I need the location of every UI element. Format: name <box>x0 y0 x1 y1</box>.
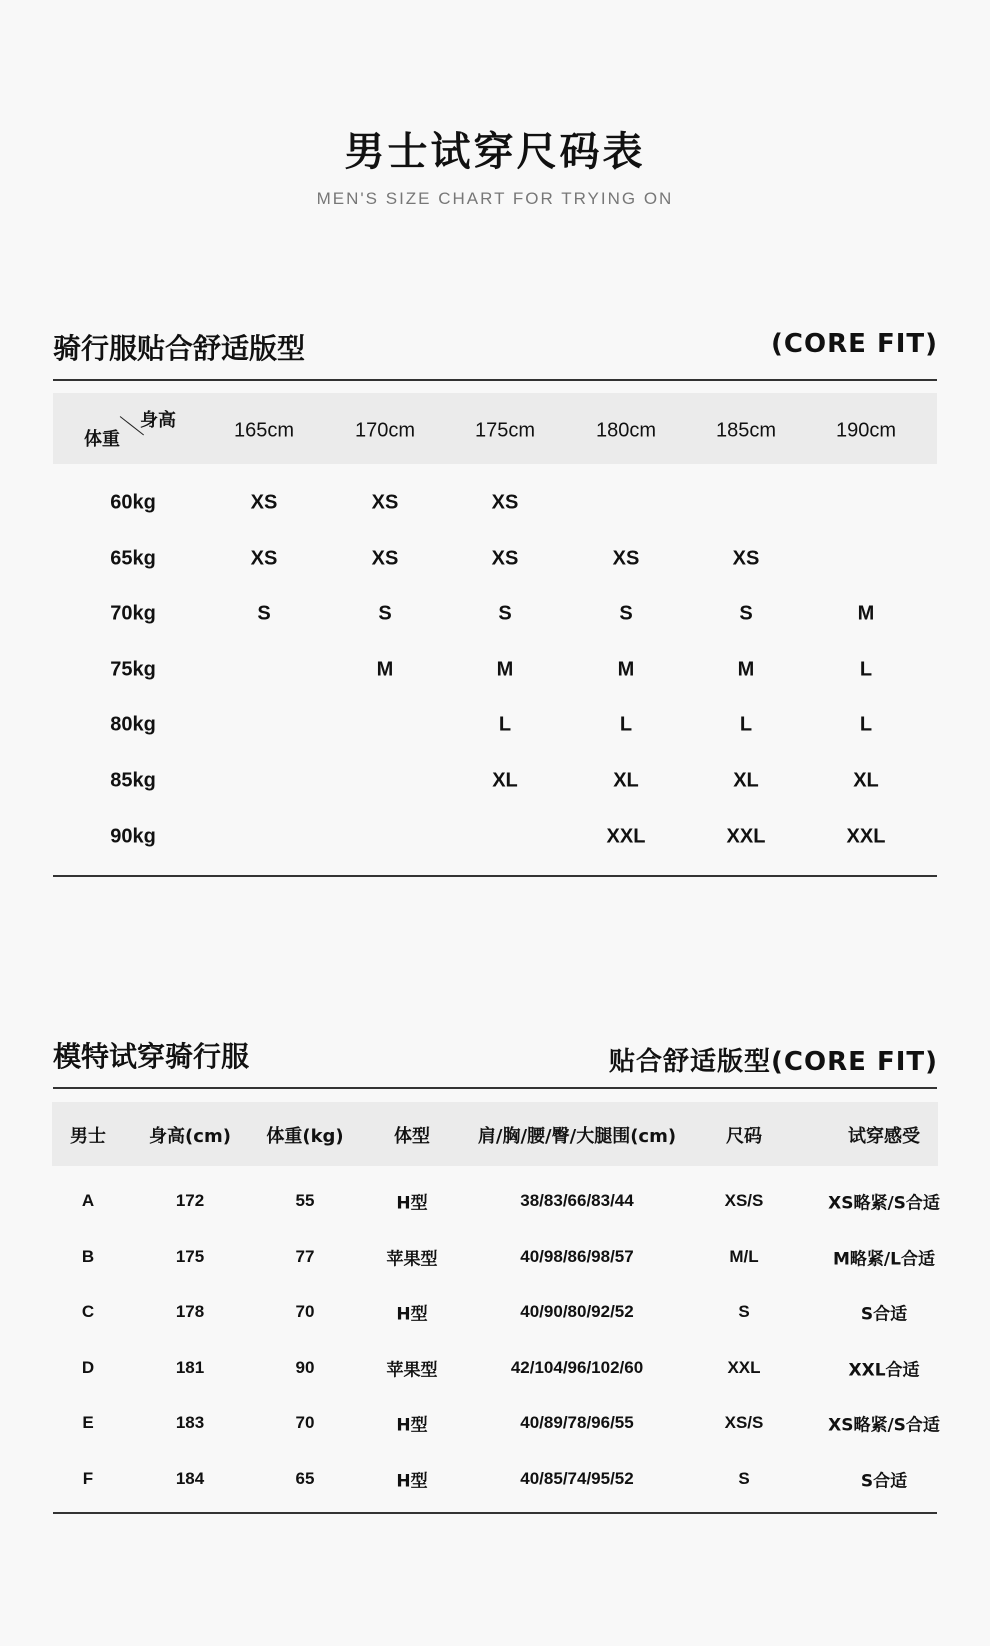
model-cell: XS略紧/S合适 <box>828 1193 940 1214</box>
model-cell: 38/83/66/83/44 <box>520 1191 634 1210</box>
size-cell: M <box>617 658 635 681</box>
column-header: 身高(cm) <box>149 1126 231 1147</box>
weight-label: 85kg <box>110 769 156 792</box>
model-cell: S合适 <box>860 1304 908 1325</box>
height-header: 180cm <box>595 419 657 442</box>
weight-label: 70kg <box>110 602 156 625</box>
corner-weight-label: 体重 <box>84 429 120 450</box>
size-cell: S <box>619 602 633 625</box>
size-cell: XS <box>371 547 399 570</box>
weight-label: 75kg <box>110 658 156 681</box>
weight-label: 65kg <box>110 547 156 570</box>
column-header: 肩/胸/腰/臀/大腿围(cm) <box>477 1126 677 1147</box>
model-cell: 40/85/74/95/52 <box>520 1469 634 1488</box>
section2-top-rule <box>53 1087 937 1089</box>
model-cell: 42/104/96/102/60 <box>510 1357 644 1377</box>
model-cell: XS略紧/S合适 <box>828 1415 940 1436</box>
model-cell: A <box>81 1191 95 1210</box>
size-cell: L <box>739 713 753 736</box>
model-cell: 175 <box>175 1246 205 1266</box>
page-title: 男士试穿尺码表 <box>344 129 646 175</box>
model-cell: 184 <box>175 1469 205 1488</box>
model-cell: E <box>82 1413 94 1433</box>
height-header: 165cm <box>233 419 295 442</box>
model-cell: D <box>81 1357 95 1377</box>
column-header: 体重(kg) <box>266 1126 344 1147</box>
size-cell: XXL <box>846 825 886 848</box>
model-cell: 172 <box>175 1191 205 1210</box>
column-header: 尺码 <box>726 1126 762 1147</box>
size-cell: S <box>498 602 512 625</box>
size-cell: XS <box>491 547 519 570</box>
column-header: 体型 <box>394 1126 430 1147</box>
size-cell: M <box>857 602 875 625</box>
model-cell: F <box>82 1469 94 1488</box>
weight-label: 80kg <box>110 713 156 736</box>
size-cell: S <box>257 602 271 625</box>
height-header: 185cm <box>715 419 777 442</box>
model-cell: 40/98/86/98/57 <box>520 1246 634 1266</box>
model-cell: 55 <box>295 1191 315 1210</box>
section1-fit-label: (CORE FIT) <box>771 329 938 359</box>
size-cell: M <box>737 658 755 681</box>
section1-top-rule <box>53 379 937 381</box>
size-cell: XS <box>250 547 278 570</box>
size-cell: XL <box>492 769 518 792</box>
model-cell: M/L <box>729 1246 759 1266</box>
size-cell: L <box>859 658 873 681</box>
model-cell: H型 <box>396 1304 428 1325</box>
model-cell: H型 <box>396 1415 428 1436</box>
model-cell: 65 <box>295 1469 315 1488</box>
weight-label: 60kg <box>110 491 156 514</box>
model-cell: B <box>81 1246 95 1266</box>
section2-fit-label: 贴合舒适版型(CORE FIT) <box>609 1047 938 1077</box>
model-cell: M略紧/L合适 <box>833 1249 935 1270</box>
size-cell: L <box>859 713 873 736</box>
size-cell: XL <box>853 769 879 792</box>
section2-title: 模特试穿骑行服 <box>53 1040 250 1073</box>
model-cell: 183 <box>175 1413 205 1433</box>
size-cell: S <box>739 602 753 625</box>
model-cell: 70 <box>295 1413 315 1433</box>
model-cell: XS/S <box>724 1191 764 1210</box>
model-cell: 苹果型 <box>386 1360 438 1381</box>
model-cell: C <box>81 1302 95 1322</box>
size-cell: XS <box>732 547 760 570</box>
size-cell: S <box>378 602 392 625</box>
size-cell: M <box>496 658 514 681</box>
size-cell: M <box>376 658 394 681</box>
size-cell: XS <box>250 491 278 514</box>
size-cell: XL <box>733 769 759 792</box>
model-cell: 40/90/80/92/52 <box>520 1302 634 1322</box>
model-cell: 苹果型 <box>386 1249 438 1270</box>
section1-bottom-rule <box>53 875 937 877</box>
column-header: 男士 <box>70 1126 106 1147</box>
model-cell: 40/89/78/96/55 <box>520 1413 634 1433</box>
model-cell: XXL合适 <box>848 1360 920 1381</box>
size-cell: XS <box>371 491 399 514</box>
model-cell: 90 <box>295 1357 315 1377</box>
column-header: 试穿感受 <box>848 1126 920 1147</box>
model-cell: S <box>738 1469 750 1488</box>
weight-label: 90kg <box>110 825 156 848</box>
size-cell: XXL <box>726 825 766 848</box>
size-cell: L <box>498 713 512 736</box>
model-cell: H型 <box>396 1193 428 1214</box>
model-cell: 181 <box>175 1357 205 1377</box>
section1-title: 骑行服贴合舒适版型 <box>53 332 306 365</box>
size-cell: XL <box>613 769 639 792</box>
model-cell: 70 <box>295 1302 315 1322</box>
height-header: 175cm <box>474 419 536 442</box>
size-cell: L <box>619 713 633 736</box>
model-cell: 77 <box>295 1246 315 1266</box>
model-cell: XXL <box>727 1357 761 1377</box>
size-cell: XS <box>491 491 519 514</box>
size-cell: XS <box>612 547 640 570</box>
model-cell: S <box>738 1302 750 1322</box>
section2-bottom-rule <box>53 1512 937 1514</box>
model-cell: XS/S <box>724 1413 764 1433</box>
model-cell: S合适 <box>860 1471 908 1492</box>
corner-height-label: 身高 <box>140 410 176 431</box>
model-cell: 178 <box>175 1302 205 1322</box>
model-cell: H型 <box>396 1471 428 1492</box>
page-subtitle: MEN'S SIZE CHART FOR TRYING ON <box>316 189 674 208</box>
size-cell: XXL <box>606 825 646 848</box>
height-header: 190cm <box>835 419 897 442</box>
height-header: 170cm <box>354 419 416 442</box>
